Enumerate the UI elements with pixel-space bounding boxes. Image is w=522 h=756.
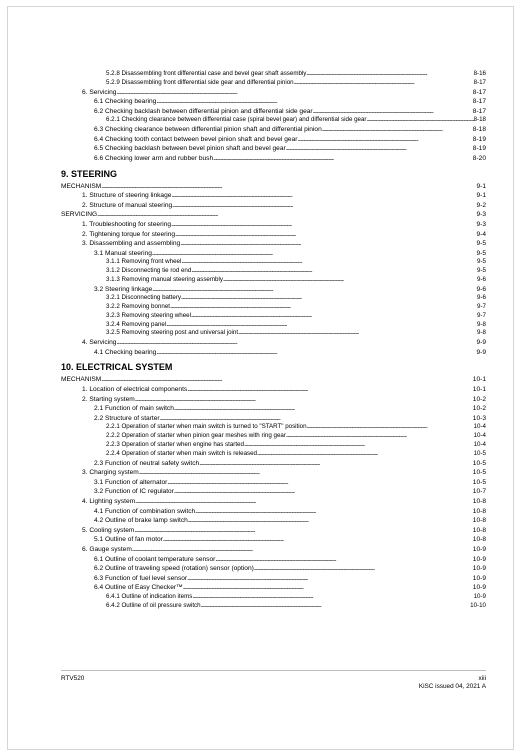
toc-entry-title: 4.1 Function of combination switch [94,507,196,515]
toc-entry[interactable] [61,97,486,107]
toc-entry-page: 10-5 [472,459,486,467]
toc-dot-leader [223,276,477,285]
toc-entry-page: 9-2 [476,201,486,209]
toc-entry[interactable] [61,144,486,154]
toc-entry[interactable] [61,487,486,497]
toc-entry-title: 3.1.3 Removing manual steering assembly [106,275,223,283]
toc-entry-title: 2.2.3 Operation of starter when engine has started [106,441,244,449]
toc-entry-title: 3.1.2 Disconnecting tie rod end [106,267,192,275]
toc-entry-title: 6. Servicing [82,88,117,96]
toc-entry-title: 3.2.3 Removing steering wheel [106,311,191,319]
toc-entry-title: 1. Troubleshooting for steering [82,220,172,228]
toc-entry[interactable] [61,321,486,330]
toc-entry[interactable] [61,258,486,267]
toc-entry-page: 10-1 [472,376,486,384]
toc-entry-title: 3. Disassembling and assembling [82,240,181,248]
toc-entry-title: 4.2 Outline of brake lamp switch [94,517,188,525]
footer-divider [61,670,486,671]
toc-entry[interactable] [61,210,486,220]
toc-entry-page: 9-8 [477,320,486,328]
toc-entry-page: 9-6 [477,275,486,283]
toc-entry-page: 9-4 [476,230,486,238]
toc-entry-title: 6.4 Checking tooth contact between bevel pinion shaft and bevel gear [94,135,298,143]
toc-dot-leader [238,329,477,338]
toc-entry-page: 9-6 [477,294,486,302]
toc-entry-page: 9-5 [476,240,486,248]
toc-entry-title: 6.3 Function of fuel level sensor [94,574,188,582]
toc-entry-title: 2.3 Function of neutral safety switch [94,459,200,467]
toc-entry-title: 3.2.4 Removing panel [106,320,167,328]
toc-dot-leader [192,593,473,602]
toc-dot-leader [181,294,477,303]
toc-entry-page: 8-17 [472,88,486,96]
toc-dot-leader [244,441,474,450]
toc-entry[interactable] [61,423,486,432]
toc-entry[interactable] [61,497,486,507]
toc-entry-page: 10-9 [472,584,486,592]
footer-page-number: xiii [478,675,486,682]
toc-entry-title: 3.1.1 Removing front wheel [106,258,182,266]
table-of-contents [61,70,486,611]
toc-entry[interactable] [61,375,486,385]
toc-entry-page: 9-8 [477,329,486,337]
toc-entry[interactable] [61,526,486,536]
toc-entry-title: 5. Cooling system [82,526,135,534]
toc-entry-title: 4.1 Checking bearing [94,348,157,356]
footer-model: RTV520 [61,675,85,682]
toc-entry-title: 3.1 Function of alternator [94,478,168,486]
toc-entry-title: 2.2.2 Operation of starter when pinion gear meshes with ring gear [106,432,286,440]
toc-dot-leader [201,602,471,611]
toc-entry-title: 6.2 Outline of traveling speed (rotation) sensor (option) [94,565,254,573]
toc-entry[interactable] [61,593,486,602]
toc-entry-title: 6.2 Checking backlash between differential pinion and differential side gear [94,107,313,115]
toc-entry[interactable] [61,450,486,459]
toc-entry[interactable] [61,395,486,405]
toc-entry-page: 10-4 [473,441,486,449]
toc-entry-page: 10-8 [472,517,486,525]
toc-chapter-title: 10. ELECTRICAL SYSTEM [61,362,173,373]
toc-entry-title: 6.2.1 Checking clearance between differential case (spiral bevel gear) and differential side gear [106,116,367,124]
toc-entry[interactable] [61,285,486,295]
toc-entry-page: 9-5 [477,258,486,266]
toc-entry[interactable] [61,414,486,424]
toc-entry[interactable] [61,329,486,338]
toc-entry-page: 8-17 [473,78,486,86]
toc-entry[interactable] [61,267,486,276]
toc-entry[interactable] [61,125,486,135]
toc-entry-page: 10-3 [472,414,486,422]
toc-entry-title: 6. Gauge system [82,545,132,553]
toc-entry[interactable] [61,338,486,348]
toc-entry-title: 6.5 Checking backlash between bevel pinion shaft and bevel gear [94,145,286,153]
toc-entry-title: 6.4 Outline of Easy Checker™ [94,584,183,592]
toc-chapter-title: 9. STEERING [61,168,118,179]
toc-entry-page: 10-8 [472,536,486,544]
toc-dot-leader [166,321,477,330]
toc-entry-title: SERVICING [61,211,98,219]
toc-entry-title: 2.2.4 Operation of starter when main switch is released [106,449,257,457]
toc-entry[interactable] [61,239,486,249]
toc-entry[interactable] [61,583,486,593]
toc-entry-page: 10-5 [472,469,486,477]
toc-entry-page: 10-4 [473,432,486,440]
toc-entry-page: 10-8 [472,507,486,515]
toc-entry-page: 10-9 [473,592,486,600]
toc-entry-page: 9-3 [476,211,486,219]
toc-dot-leader [307,423,474,432]
toc-entry[interactable] [61,88,486,98]
toc-entry-page: 8-17 [472,107,486,115]
toc-entry-title: 2. Tightening torque for steering [82,230,176,238]
toc-entry[interactable] [61,574,486,584]
toc-entry-page: 8-17 [472,98,486,106]
toc-entry[interactable] [61,154,486,164]
toc-entry-page: 9-1 [476,192,486,200]
toc-entry[interactable] [61,249,486,259]
toc-entry-title: 2. Structure of manual steering [82,201,173,209]
toc-dot-leader [191,312,477,321]
toc-entry-title: 3.2.1 Disconnecting battery [106,294,181,302]
toc-entry[interactable] [61,404,486,414]
toc-entry-title: 4. Lighting system [82,497,136,505]
toc-entry-title: MECHANISM [61,182,102,190]
toc-dot-leader [191,267,477,276]
toc-dot-leader [257,450,474,459]
toc-entry[interactable] [61,602,486,611]
toc-dot-leader [213,154,473,165]
footer-info [419,675,486,691]
toc-entry-title: 2.2.1 Operation of starter when main switch is turned to "START" position [106,423,307,431]
toc-dot-leader [181,258,477,267]
toc-entry-title: 6.6 Checking lower arm and rubber bush [94,154,214,162]
toc-dot-leader [294,79,474,88]
toc-entry-page: 10-7 [472,488,486,496]
toc-entry-title: 5.2.9 Disassembling front differential side gear and differential pinion [106,78,294,86]
toc-entry-page: 9-1 [476,182,486,190]
toc-entry-title: 3.2.2 Removing bonnet [106,303,170,311]
toc-entry-title: 1. Structure of steering linkage [82,192,172,200]
toc-entry[interactable] [61,564,486,574]
toc-entry-page: 8-18 [473,116,486,124]
toc-entry-title: 3.2 Function of IC regulator [94,488,174,496]
footer-issue: KiSC issued 04, 2021 A [418,683,486,690]
toc-entry-page: 10-10 [470,601,486,609]
toc-entry-page: 9-6 [476,285,486,293]
toc-entry-page: 10-9 [472,565,486,573]
toc-entry-title: 3.2.5 Removing steering post and universal joint [106,329,239,337]
toc-entry[interactable] [61,385,486,395]
toc-entry-page: 9-9 [476,339,486,347]
toc-entry-page: 9-7 [477,303,486,311]
toc-entry-title: 6.3 Checking clearance between differential pinion shaft and differential pinion [94,126,322,134]
toc-entry-page: 10-8 [472,497,486,505]
toc-entry-title: 6.1 Outline of coolant temperature sensor [94,555,216,563]
toc-entry-page: 8-16 [473,70,486,77]
toc-entry[interactable] [61,191,486,201]
toc-entry-page: 9-7 [477,311,486,319]
toc-dot-leader [306,70,473,79]
toc-entry[interactable] [61,441,486,450]
toc-entry-title: 2.1 Function of main switch [94,405,174,413]
toc-entry-page: 8-19 [472,135,486,143]
toc-entry-page: 10-1 [472,386,486,394]
toc-entry[interactable] [61,545,486,555]
toc-entry[interactable] [61,516,486,526]
toc-entry[interactable] [61,201,486,211]
toc-entry-page: 10-8 [472,526,486,534]
toc-entry-title: 2.2 Structure of starter [94,414,160,422]
toc-entry-page: 10-9 [472,555,486,563]
toc-entry-page: 10-5 [473,449,486,457]
toc-entry-title: 4. Servicing [82,339,117,347]
toc-entry-title: 6.4.1 Outline of indication items [106,592,193,600]
toc-entry-title: 1. Location of electrical components [82,386,188,394]
toc-entry[interactable] [61,459,486,469]
toc-entry[interactable] [61,312,486,321]
toc-entry[interactable] [61,294,486,303]
toc-entry-page: 9-3 [476,220,486,228]
toc-entry-page: 9-5 [477,267,486,275]
toc-entry-page: 8-18 [472,126,486,134]
toc-entry[interactable] [61,555,486,565]
toc-entry-page: 10-9 [472,545,486,553]
toc-entry[interactable] [61,230,486,240]
toc-entry-title: 6.4.2 Outline of oil pressure switch [106,601,201,609]
toc-entry-title: 5.1 Outline of fan motor [94,536,163,544]
toc-entry-page: 9-5 [476,249,486,257]
toc-entry-page: 10-9 [472,574,486,582]
toc-entry-page: 10-2 [472,395,486,403]
toc-entry-title: MECHANISM [61,376,102,384]
toc-chapter-heading[interactable] [61,360,486,374]
toc-entry-title: 3.1 Manual steering [94,249,152,257]
toc-entry[interactable] [61,135,486,145]
toc-entry-page: 10-2 [472,405,486,413]
toc-entry-title: 5.2.8 Disassembling front differential case and bevel gear shaft assembly [106,70,307,77]
toc-entry[interactable] [61,478,486,488]
toc-entry-page: 10-4 [473,423,486,431]
toc-entry[interactable] [61,116,486,125]
toc-entry-page: 10-5 [472,478,486,486]
toc-entry[interactable] [61,70,486,79]
toc-entry[interactable] [61,507,486,517]
toc-entry[interactable] [61,348,486,358]
toc-entry[interactable] [61,535,486,545]
toc-entry-page: 8-20 [472,154,486,162]
toc-entry-page: 9-9 [476,348,486,356]
toc-dot-leader [156,348,476,359]
toc-entry[interactable] [61,182,486,192]
toc-dot-leader [170,303,477,312]
toc-dot-leader [286,432,474,441]
toc-entry-title: 3.2 Steering linkage [94,285,153,293]
toc-entry[interactable] [61,432,486,441]
toc-chapter-heading[interactable] [61,167,486,181]
toc-entry[interactable] [61,220,486,230]
toc-entry-page: 8-19 [472,145,486,153]
toc-entry[interactable] [61,303,486,312]
toc-dot-leader [367,116,474,125]
toc-entry-title: 3. Charging system [82,469,139,477]
toc-entry[interactable] [61,107,486,117]
toc-entry-title: 2. Starting system [82,395,135,403]
toc-entry[interactable] [61,79,486,88]
toc-entry[interactable] [61,276,486,285]
toc-entry[interactable] [61,468,486,478]
toc-entry-title: 6.1 Checking bearing [94,98,157,106]
